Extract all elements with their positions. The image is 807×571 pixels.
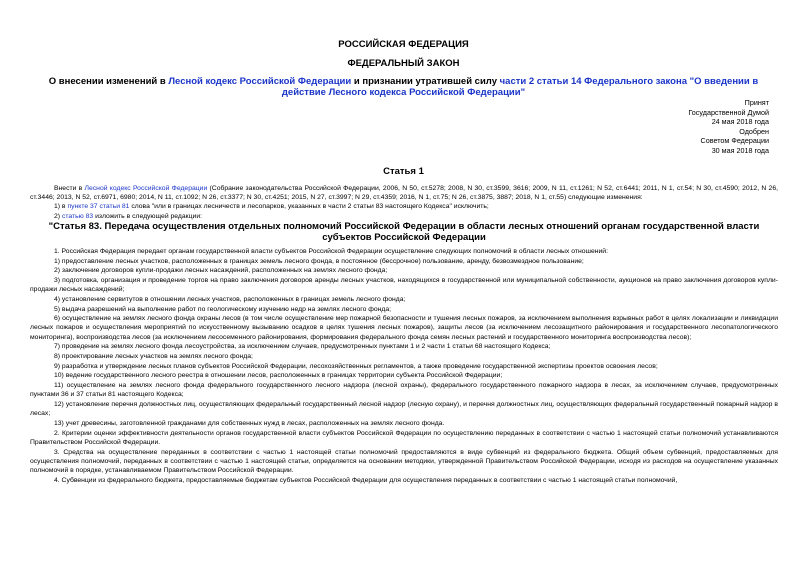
paragraph: 1) предоставление лесных участков, расположенных в границах земель лесного фонда, в постоянное (бессрочное) пользование, аренду, безвозмездное пользование; [54,257,584,265]
acceptance-line: 30 мая 2018 года [711,145,769,155]
paragraph: 2. Критерии оценки эффективности деятельности органов государственной власти субъектов Российской Федерации по осуществлению переданных в соответствии с частью 1 настоящей статьи полномочий устанавливаются Правительством Российской Федерации. [30,429,778,446]
paragraph: 1. Российская Федерация передает органам государственной власти субъектов Российской Федерации осуществление следующих полномочий в области лесных отношений: [54,247,608,255]
item1-pre: 1) в [54,203,68,211]
paragraph: 4) установление сервитутов в отношении лесных участков, расположенных в границах земель лесного фонда; [54,295,406,303]
item2-post: изложить в следующей редакции: [93,212,203,220]
intro-post: (Собрание законодательства Российской Федерации, 2006, N 50, ст.5278; 2008, N 30, ст.3599, 3616; 2009, N 11, ст.1261; N 52, ст.6441; 2011, N 1, ст.54; N 30, ст.4590; 2012, N 26, ст.3446; 2013, N 52, ст.6971, 6980; 2014, N 11, ст.1092; N 26, ст.3377; N 30, ст.4251; 2015, N 27, ст.3997; N 29, ст.4359; 2016, N 1, ст.75; N 26, ст.3875, 3887; 2018, N 1, ст.55) следующие изменения: [30,185,779,202]
law-type-heading: ФЕДЕРАЛЬНЫЙ ЗАКОН [347,58,460,69]
intro-paragraph [30,184,778,202]
acceptance-block [688,98,769,156]
quoted-article-heading: "Статья 83. Передача осуществления отдельных полномочий Российской Федерации в области лесных отношений органам государственной власти субъектов Российской Федерации [48,220,760,243]
item2-link[interactable]: статью 83 [61,212,94,220]
intro-pre: Внести в [54,185,85,192]
law-title [30,76,777,98]
paragraph: 4. Субвенции из федерального бюджета, предоставляемые бюджетам субъектов Российской Федерации для осуществления переданных в соответствии с частью 1 настоящей статьи полномочий, [54,476,678,484]
paragraph: 7) проведение на землях лесного фонда лесоустройства, за исключением случаев, предусмотренных пунктами 1 и 2 части 1 статьи 68 настоящего Кодекса; [54,343,551,351]
item-1 [30,202,778,211]
paragraph: 2) заключение договоров купли-продажи лесных насаждений, расположенных на землях лесного фонда; [54,267,388,275]
title-middle: и признании утратившей силу [351,76,500,87]
title-prefix: О внесении изменений в [48,76,169,87]
state-heading: РОССИЙСКАЯ ФЕДЕРАЦИЯ [338,39,469,50]
item-2 [30,212,778,221]
intro-link-forest-code[interactable]: Лесной кодекс Российской Федерации [84,185,208,192]
paragraph: 11) осуществление на землях лесного фонда федерального государственного лесного надзора (лесной охраны), федерального государственного пожарного надзора в лесах, за исключением случаев, предусмотренных пунктами 36 и 37 статьи 81 настоящего Кодекса; [30,382,778,399]
item2-pre: 2) [54,212,62,220]
paragraph: 5) выдача разрешений на выполнение работ по геологическому изучению недр на землях лесного фонда; [54,305,392,313]
paragraph: 3) подготовка, организация и проведение торгов на право заключения договоров аренды лесных участков, находящихся в государственной или муниципальной собственности, аукционов на право заключения договоров купли-продажи лесных насаждений; [30,276,778,294]
paragraph: 8) проектирование лесных участков на землях лесного фонда; [54,353,253,361]
item1-link[interactable]: пункте 37 статьи 81 [67,203,130,211]
paragraph: 13) учет древесины, заготовленной гражданами для собственных нужд в лесах, расположенных на землях лесного фонда. [54,419,445,427]
acceptance-line: Одобрен [739,126,769,136]
title-link-forest-code[interactable]: Лесной кодекс Российской Федерации [168,76,352,87]
paragraph: 10) ведение государственного лесного реестра в отношении лесов, расположенных в границах территории субъекта Российской Федерации; [54,372,503,380]
paragraph: 3. Средства на осуществление переданных в соответствии с частью 1 настоящей статьи полномочий предоставляются в виде субвенций из федерального бюджета. Общий объем субвенций, предоставляемых для осуществления полномочий, переданных в соответствии с частью 1 настоящей статьи, определяется на основании методики, утвержденной Правительством Российской Федерации, исходя из расходов на осуществление указанных полномочий в порядке, устанавливаемом Правительством Российской Федерации. [30,448,778,474]
article-body [30,184,778,485]
paragraph: 6) осуществление на землях лесного фонда охраны лесов (в том числе осуществление мер пожарной безопасности и тушения лесных пожаров, за исключением выполнения взрывных работ в целях локализации и ликвидации лесных пожаров и осуществления мероприятий по искусственному вызыванию осадков в целях тушения лесных пожаров), защиты лесов (за исключением лесозащитного районирования и государственного лесопатологического мониторинга), воспроизводства лесов (за исключением лесосеменного районирования, формирования федерального фонда семян лесных растений и государственного мониторинга воспроизводства лесов); [30,315,778,341]
acceptance-line: Принят [744,98,769,107]
article-title: Статья 1 [383,166,424,177]
acceptance-line: Советом Федерации [700,136,769,146]
paragraph: 9) разработка и утверждение лесных планов субъектов Российской Федерации, лесохозяйственных регламентов, а также проведение государственной экспертизы проектов освоения лесов; [54,362,658,370]
acceptance-line: 24 мая 2018 года [711,117,769,127]
paragraph: 12) установление перечня должностных лиц, осуществляющих федеральный государственный лесной надзор (лесную охрану), и перечня должностных лиц, осуществляющих федеральный государственный пожарный надзор в лесах; [30,401,778,418]
acceptance-line: Государственной Думой [688,107,769,117]
title-link-part2-article14[interactable]: части 2 статьи 14 Федерального закона "О введении в действие Лесного кодекса Российской Федерации" [281,76,759,98]
paragraph-list [30,247,778,485]
item1-post: слова "или в границах лесничеств и лесопарков, указанных в части 2 статьи 83 настоящего Кодекса" исключить; [129,203,489,211]
